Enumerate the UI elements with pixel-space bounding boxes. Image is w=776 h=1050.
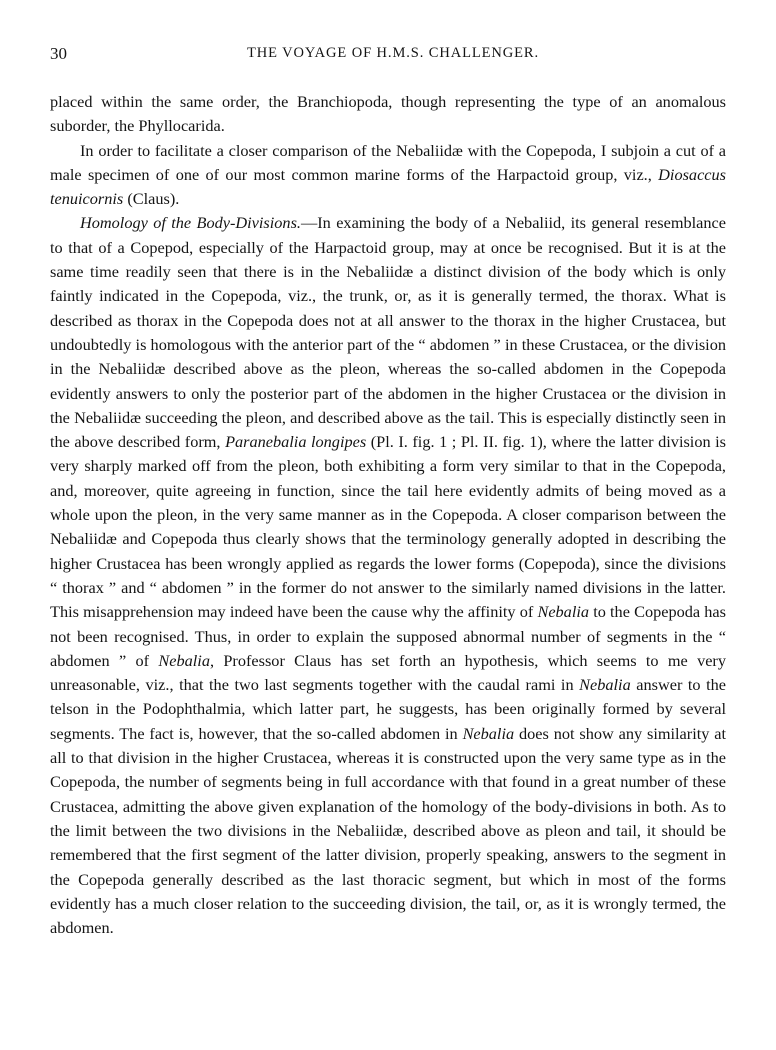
text-run: , Professor Claus has set forth an hypothesis, which seems to me very unreasonable, viz., that the two last segments together with the caudal rami in: [50, 650, 726, 695]
text-run: answer to the telson in the Podophthalmia, which latter part, he suggests, has been originally formed by several segments. The fact is, however, that the so-called abdomen in: [50, 675, 727, 743]
text-run: does not show any similarity at all to that division in the higher Crustacea, whereas it is constructed upon the very same type as in the Copepoda, the number of segments being in full accordance with that found in a great number of these Crustacea, admitting the above given explanation of the homology of the body-divisions in both. As to the limit between the two divisions in the Nebaliidæ, described above as pleon and tail, it should be remembered that the first segment of the latter division, properly speaking, answers to the segment in the Copepoda generally described as the last thoracic segment, but which in most of the forms evidently has a much closer relation to the succeeding division, the tail, or, as it is wrongly termed, the abdomen.: [50, 723, 727, 938]
paragraph-continuation: [50, 90, 726, 139]
genus-name: Nebalia: [462, 723, 515, 743]
body-text: [50, 90, 726, 940]
text-run: placed within the same order, the Branchiopoda, though representing the type of an anomalous suborder, the Phyllocarida.: [50, 92, 726, 136]
genus-name: Nebalia: [537, 602, 590, 622]
paragraph-comparison: [50, 139, 726, 212]
section-heading: Homology of the Body-Divisions.: [80, 213, 301, 233]
paragraph-homology: [50, 211, 726, 940]
text-run: (Claus).: [123, 189, 180, 209]
text-run: to the Copepoda has not been recognised. Thus, in order to explain the supposed abnormal number of segments in the “ abdomen ” of: [50, 602, 726, 670]
running-title: THE VOYAGE OF H.M.S. CHALLENGER.: [247, 45, 539, 61]
book-page: [50, 44, 726, 940]
page-number: 30: [50, 44, 67, 63]
running-head: [50, 44, 726, 68]
species-name: Paranebalia longipes: [225, 432, 367, 452]
genus-name: Nebalia: [579, 675, 631, 695]
species-name: Diosaccus tenuicornis: [50, 164, 726, 209]
text-run: —In examining the body of a Nebaliid, its general resemblance to that of a Copepod, especially of the Harpactoid group, may at once be recognised. But it is at the same time readily seen that there is in the Nebaliidæ a distinct division of the body which is only faintly indicated in the Copepoda, viz., the trunk, or, as it is generally termed, the thorax. What is described as thorax in the Copepoda does not at all answer to the thorax in the higher Crustacea, but undoubtedly is homologous with the anterior part of the “ abdomen ” in these Crustacea, or the division in the Nebaliidæ described above as the pleon, whereas the so-called abdomen in the Copepoda evidently answers to only the posterior part of the abdomen in the higher Crustacea or the division in the Nebaliidæ succeeding the pleon, and described above as the tail. This is especially distinctly seen in the above described form,: [50, 213, 726, 452]
text-run: In order to facilitate a closer comparison of the Nebaliidæ with the Copepoda, I subjoin a cut of a male specimen of one of our most common marine forms of the Harpactoid group, viz.,: [50, 140, 726, 184]
text-run: (Pl. I. fig. 1 ; Pl. II. fig. 1), where the latter division is very sharply marked off from the pleon, both exhibiting a form very similar to that in the Copepoda, and, moreover, quite agreeing in function, since the tail here evidently admits of being moved as a whole upon the pleon, in the very same manner as in the Copepoda. A closer comparison between the Nebaliidæ and Copepoda thus clearly shows that the terminology generally adopted in describing the higher Crustacea has been wrongly applied as regards the lower forms (Copepoda), since the divisions “ thorax ” and “ abdomen ” in the former do not answer to the similarly named divisions in the latter. This misapprehension may indeed have been the cause why the affinity of: [50, 432, 727, 622]
genus-name: Nebalia: [158, 650, 210, 670]
